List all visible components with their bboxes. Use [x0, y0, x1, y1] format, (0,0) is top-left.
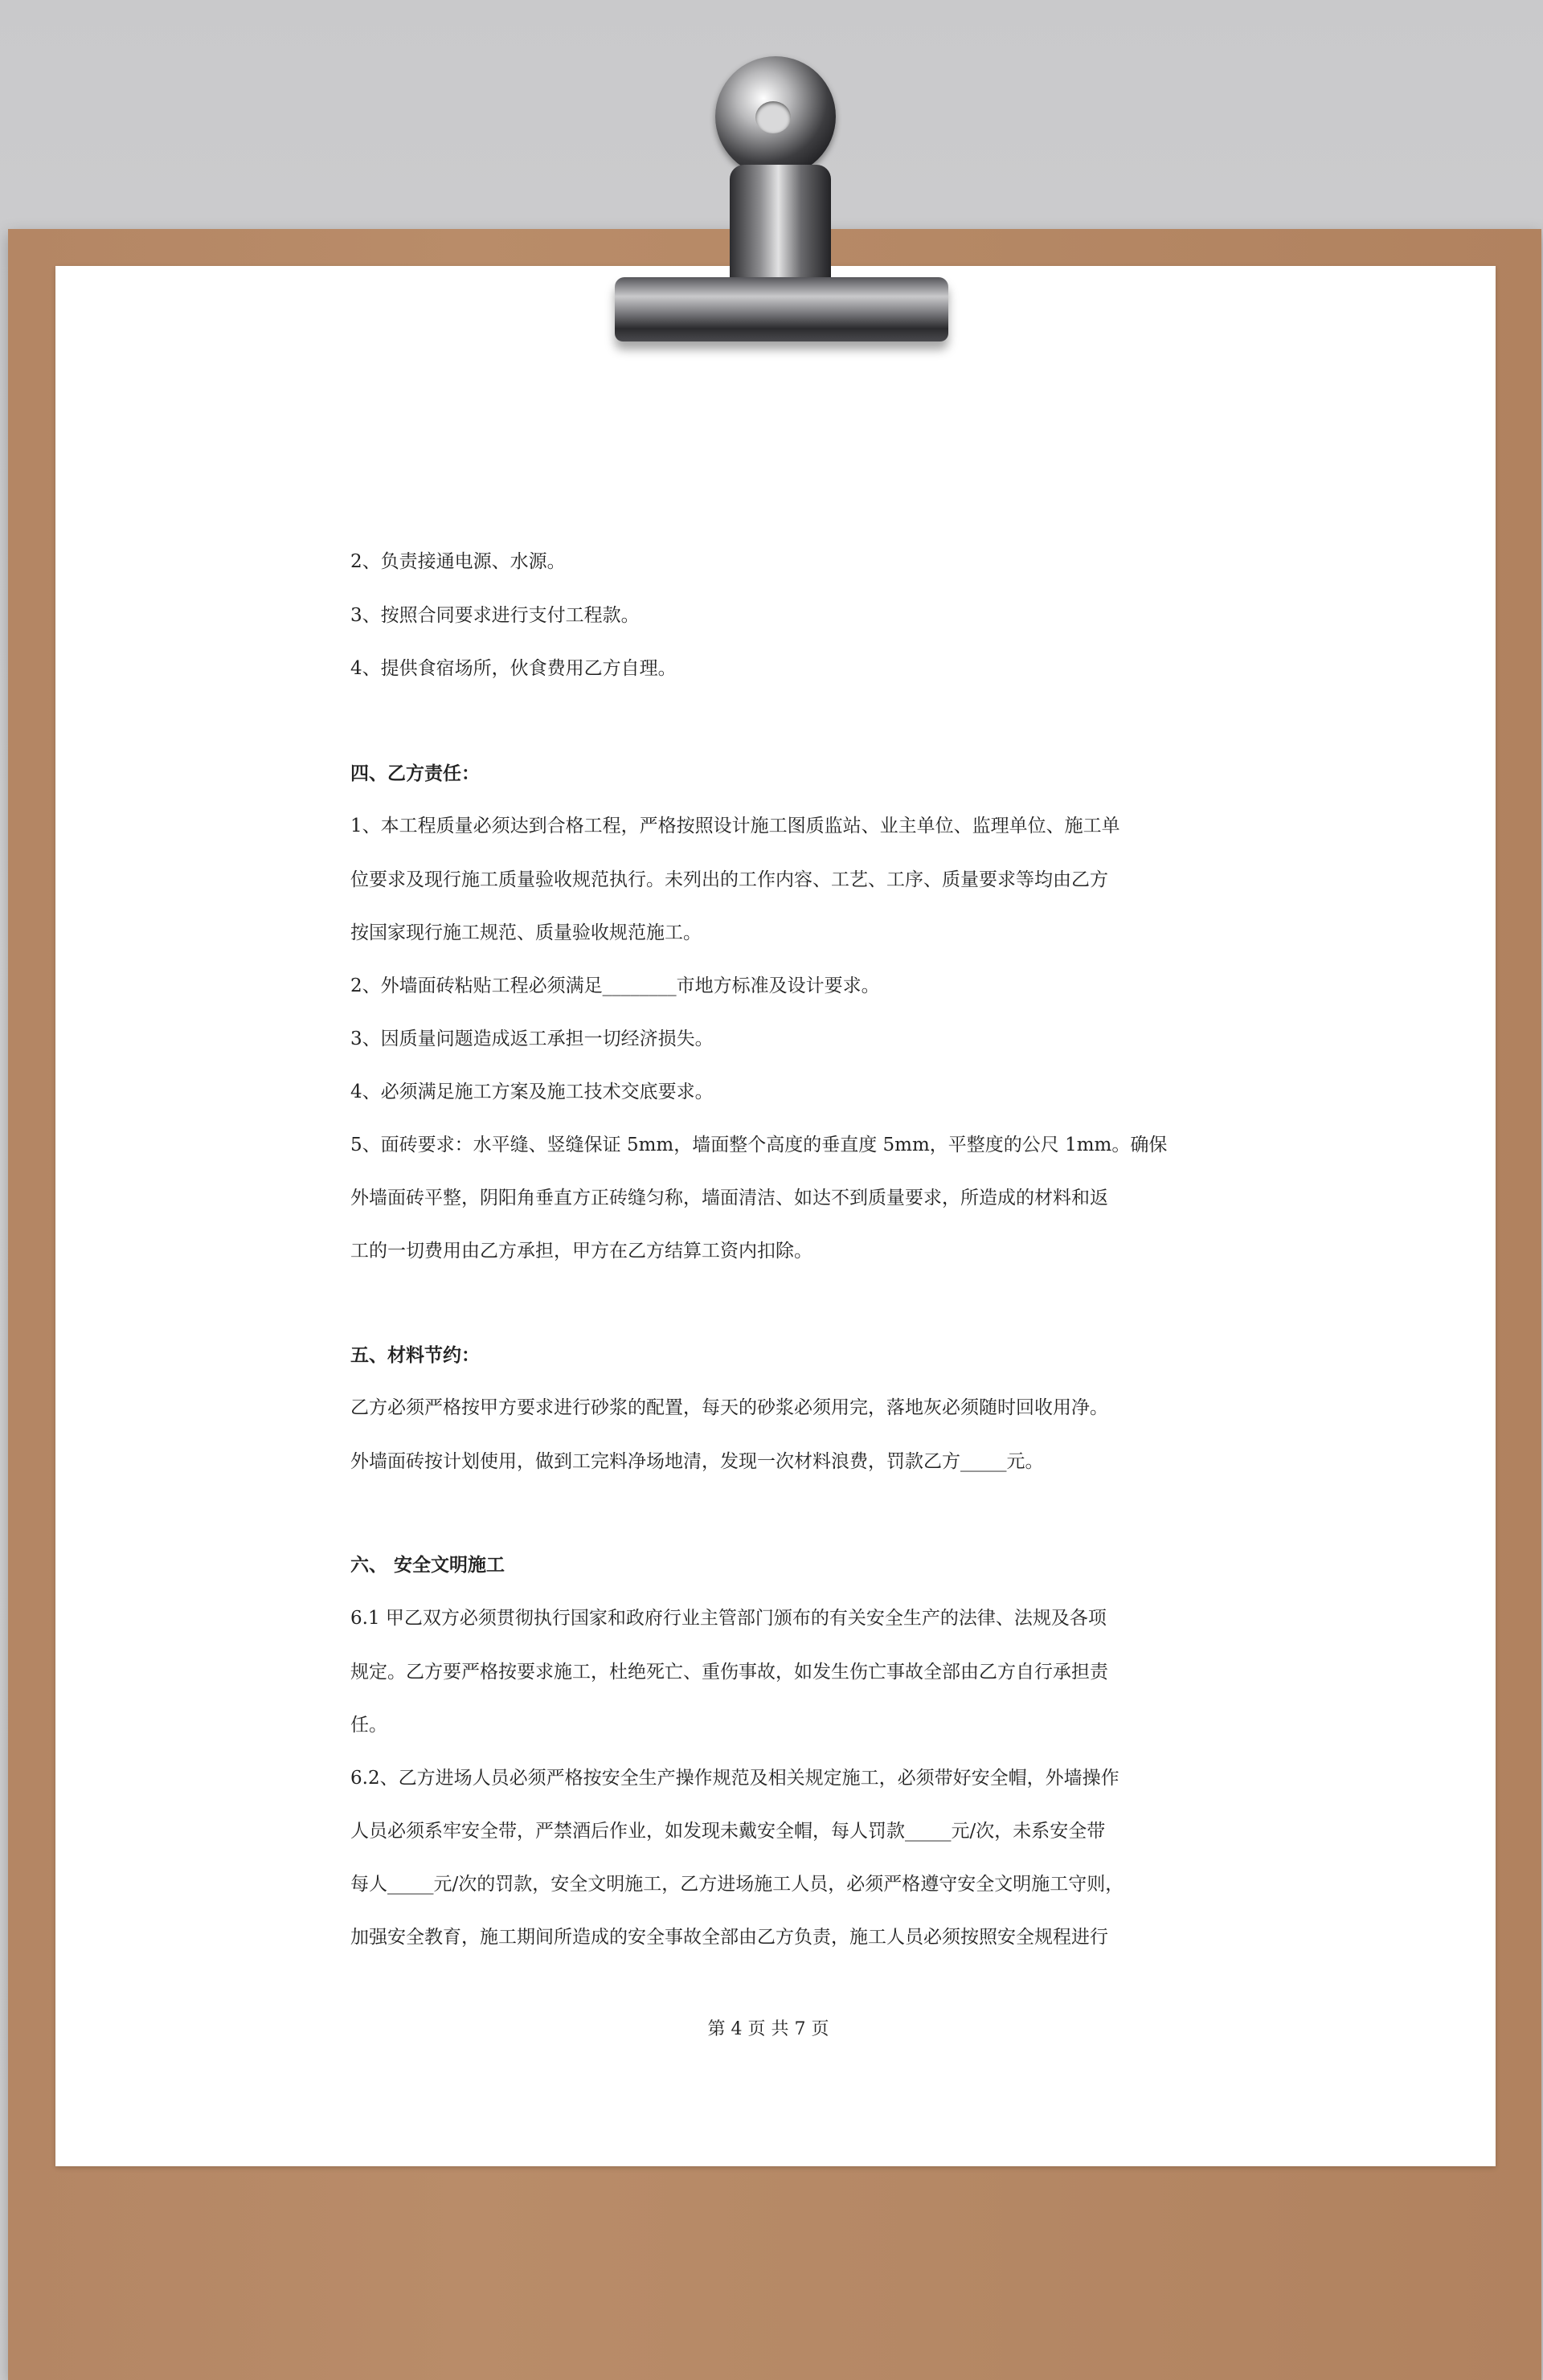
text-line: 6.2、乙方进场人员必须严格按安全生产操作规范及相关规定施工，必须带好安全帽，外墙操作: [350, 1768, 1119, 1789]
section-heading: 六、 安全文明施工: [350, 1554, 505, 1576]
text-line: 1、本工程质量必须达到合格工程，严格按照设计施工图质监站、业主单位、监理单位、施工单: [350, 816, 1120, 836]
text-line: 2、外墙面砖粘贴工程必须满足________市地方标准及设计要求。: [350, 975, 880, 996]
text-line: 每人_____元/次的罚款，安全文明施工，乙方进场施工人员，必须严格遵守安全文明施工守则，: [350, 1874, 1124, 1895]
text-line: 2、负责接通电源、水源。: [350, 551, 566, 572]
text-line: 人员必须系牢安全带，严禁酒后作业，如发现未戴安全帽，每人罚款_____元/次，未系安全带: [350, 1821, 1106, 1842]
binder-clip-icon: [579, 48, 948, 354]
text-line: 5、面砖要求：水平缝、竖缝保证 5mm，墙面整个高度的垂直度 5mm，平整度的公尺 1mm。确保: [350, 1135, 1168, 1155]
text-line: 3、因质量问题造成返工承担一切经济损失。: [350, 1028, 714, 1049]
page-footer: 第 4 页 共 7 页: [707, 2019, 829, 2039]
text-line: 按国家现行施工规范、质量验收规范施工。: [350, 922, 702, 943]
text-line: 位要求及现行施工质量验收规范执行。未列出的工作内容、工艺、工序、质量要求等均由乙方: [350, 869, 1108, 890]
text-line: 规定。乙方要严格按要求施工，杜绝死亡、重伤事故，如发生伤亡事故全部由乙方自行承担责: [350, 1662, 1108, 1683]
text-line: 任。: [350, 1715, 387, 1736]
text-line: 3、按照合同要求进行支付工程款。: [350, 605, 640, 626]
text-line: 4、必须满足施工方案及施工技术交底要求。: [350, 1082, 714, 1102]
text-line: 工的一切费用由乙方承担，甲方在乙方结算工资内扣除。: [350, 1241, 812, 1262]
text-line: 6.1 甲乙双方必须贯彻执行国家和政府行业主管部门颁布的有关安全生产的法律、法规及各项: [350, 1608, 1107, 1629]
section-heading: 五、材料节约：: [350, 1344, 480, 1366]
clip-ring-hole: [755, 101, 791, 133]
text-line: 4、提供食宿场所，伙食费用乙方自理。: [350, 658, 677, 679]
section-heading: 四、乙方责任：: [350, 763, 480, 784]
text-line: 外墙面砖平整，阴阳角垂直方正砖缝匀称，墙面清洁、如达不到质量要求，所造成的材料和返: [350, 1188, 1108, 1208]
text-line: 外墙面砖按计划使用，做到工完料净场地清，发现一次材料浪费，罚款乙方_____元。: [350, 1451, 1044, 1472]
text-line: 加强安全教育，施工期间所造成的安全事故全部由乙方负责，施工人员必须按照安全规程进行: [350, 1927, 1108, 1948]
clip-base: [615, 277, 948, 341]
text-line: 乙方必须严格按甲方要求进行砂浆的配置，每天的砂浆必须用完，落地灰必须随时回收用净。: [350, 1397, 1108, 1418]
